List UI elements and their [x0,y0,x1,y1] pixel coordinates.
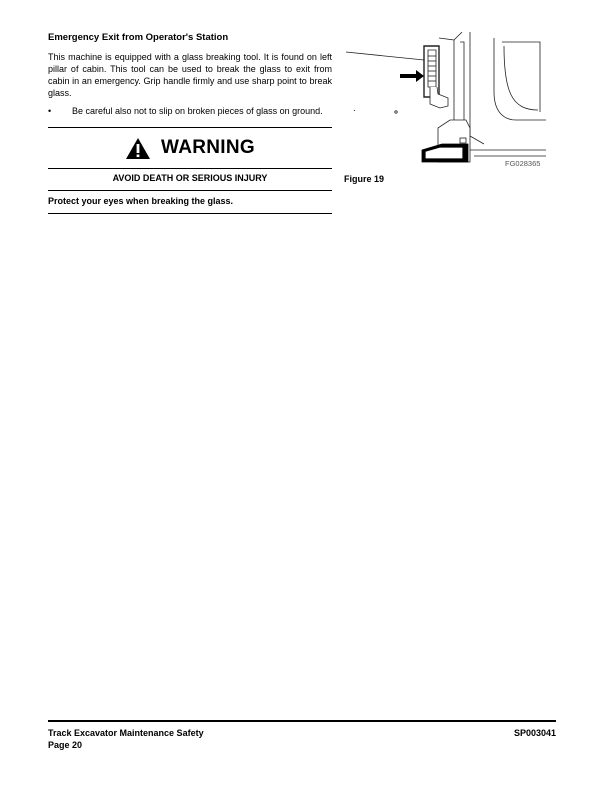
section-body: This machine is equipped with a glass breaking tool. It is found on left pillar of cabin. This tool can be used to break the glass to exit from cabin in an emergency. Grip handle firmly and use sharp point to break glass. [48,52,332,98]
warning-header [48,128,332,168]
bullet-item [48,105,332,117]
warning-body: Protect your eyes when breaking the glass. [48,196,234,206]
footer-rule [48,720,556,722]
page-footer [48,720,556,750]
section-title: Emergency Exit from Operator's Station [48,32,229,43]
bullet-mark: • [48,106,52,116]
footer-doc-title: Track Excavator Maintenance Safety [48,728,204,738]
figure-id: FG028365 [505,159,541,168]
footer-page-number: Page 20 [48,740,83,750]
warning-box [48,127,332,214]
warning-subtitle: AVOID DEATH OR SERIOUS INJURY [112,173,268,183]
warning-title: WARNING [161,137,255,158]
warning-triangle-icon [125,137,151,160]
main-column [48,32,332,214]
figure-caption: Figure 19 [344,174,385,184]
bullet-text: Be careful also not to slip on broken pieces of glass on ground. [72,106,323,116]
footer-doc-number: SP003041 [513,728,556,738]
footer-row [48,728,556,738]
warning-bottom-rule [48,213,332,214]
glass-breaking-tool-illustration [344,32,546,172]
